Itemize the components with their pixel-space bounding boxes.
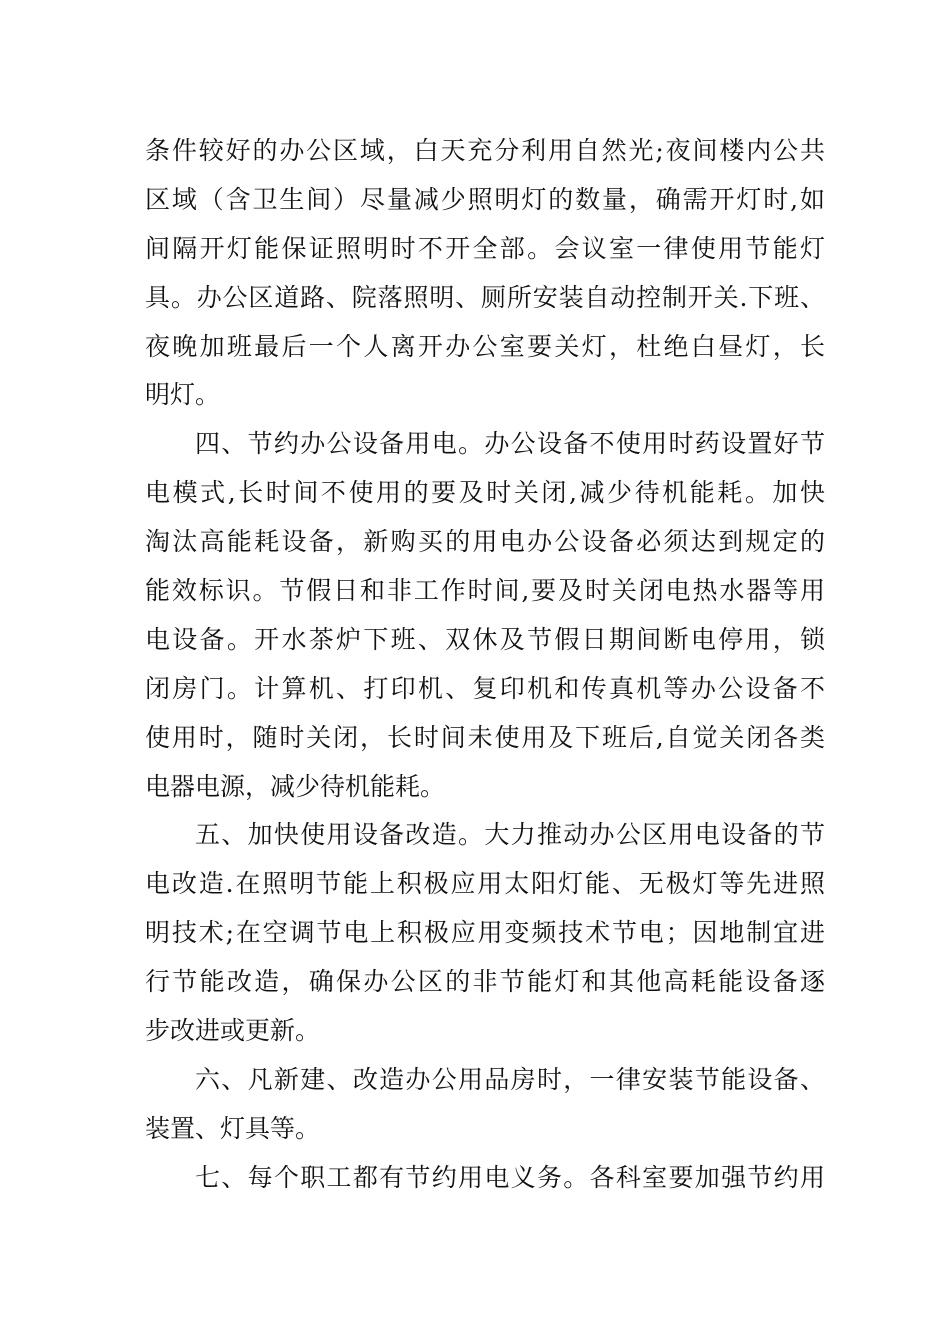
text-line: 电器电源，减少待机能耗。	[145, 771, 446, 801]
text-line: 行节能改造，确保办公区的非节能灯和其他高耗能设备逐	[145, 967, 825, 997]
text-line: 区域（含卫生间）尽量减少照明灯的数量，确需开灯时,如	[145, 184, 825, 214]
text-line: 七、每个职工都有节约用电义务。各科室要加强节约用	[195, 1162, 825, 1192]
text-line: 四、节约办公设备用电。办公设备不使用时药设置好节	[195, 429, 825, 459]
paragraph-item-6	[145, 1056, 825, 1154]
text-line: 电模式,长时间不使用的要及时关闭,减少待机能耗。加快	[145, 478, 825, 508]
paragraph-item-7	[145, 1154, 825, 1203]
text-line: 明灯。	[145, 380, 221, 410]
text-line: 装置、灯具等。	[145, 1113, 321, 1143]
text-line: 步改进或更新。	[145, 1016, 321, 1046]
document-body	[145, 127, 825, 1203]
text-line: 淘汰高能耗设备，新购买的用电办公设备必须达到规定的	[145, 527, 825, 557]
text-line: 五、加快使用设备改造。大力推动办公区用电设备的节	[195, 820, 825, 850]
text-line: 明技术;在空调节电上积极应用变频技术节电；因地制宜进	[145, 918, 825, 948]
text-line: 能效标识。节假日和非工作时间,要及时关闭电热水器等用	[145, 576, 825, 606]
paragraph-lighting-continued	[145, 127, 825, 420]
text-line: 电设备。开水茶炉下班、双休及节假日期间断电停用，锁	[145, 624, 825, 654]
text-line: 夜晚加班最后一个人离开办公室要关灯，杜绝白昼灯，长	[145, 331, 825, 361]
paragraph-item-5	[145, 811, 825, 1055]
text-line: 电改造.在照明节能上积极应用太阳灯能、无极灯等先进照	[145, 869, 825, 899]
text-line: 间隔开灯能保证照明时不开全部。会议室一律使用节能灯	[145, 233, 825, 263]
text-line: 条件较好的办公区域，白天充分利用自然光;夜间楼内公共	[145, 136, 825, 165]
text-line: 使用时，随时关闭，长时间未使用及下班后,自觉关闭各类	[145, 722, 825, 752]
paragraph-item-4	[145, 420, 825, 811]
text-line: 具。办公区道路、院落照明、厕所安装自动控制开关.下班、	[145, 282, 825, 312]
text-line: 闭房门。计算机、打印机、复印机和传真机等办公设备不	[145, 673, 825, 703]
text-line: 六、凡新建、改造办公用品房时，一律安装节能设备、	[195, 1064, 825, 1094]
